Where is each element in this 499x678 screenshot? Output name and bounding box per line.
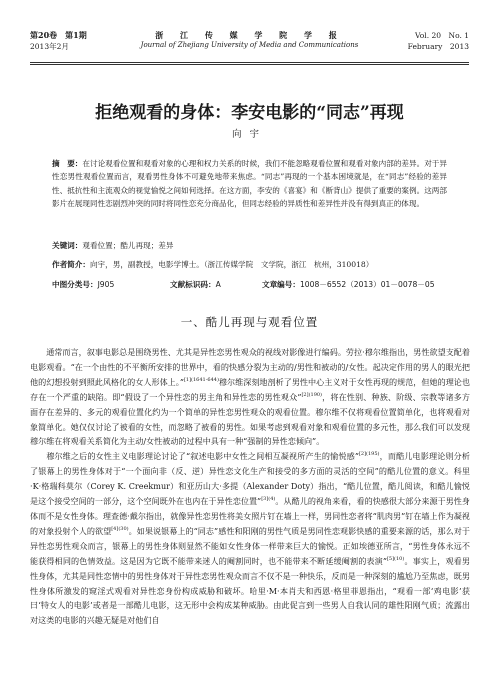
abstract-label: 摘 要： — [52, 159, 83, 168]
keywords — [52, 240, 447, 251]
abstract — [52, 157, 447, 211]
date-cn: 2013年2月 — [30, 42, 69, 51]
paper-author: 向宇 — [231, 129, 267, 140]
header-rule-thin — [30, 64, 469, 65]
paragraph: 穆尔维之后的女性主义电影理论讨论了“叙述电影中女性之间相互凝视所产生的愉悦感”$^{[2](195)}$，而酷儿电影理论则分析了银幕上的男性身体对于“一个面向非（反、逆）异性恋文化生产和接受的多方面的灵活的空间”的酷儿位置的意义。科里·K·格瑞科莫尔（Corey K. Creekmur）和亚历山大·多提（Alexander Doty）指出，“酷儿位置，酷儿阅读，和酷儿愉悦是这个接受空间的一部分，这个空间既外在也内在于异性恋位置”$^{[3](4)}$。从酷儿的视角来看，看的快感很大部分来源于男性身体而不是女性身体。理查德·戴尔指出，就像异性恋男性将美女照片钉在墙上一样，男同性恋者将“肌肉男”钉在墙上作为凝视的对象投射个人的欲望$^{[4](30)}$。如果说银幕上的“同志”感性和阳刚的男性气质是男同性恋观影快感的重要来源的话，那么对于异性恋男性观众而言，银幕上的男性身体则显然不能如女性身体一样带来巨大的愉悦。正如埃德亚所言，“男性身体永远不能获得相同的色情效益。这是因为它既不能带来迷人的阉割同时，也不能带来不断延缓阉割的表演”$^{[5](10)}$。事实上，观看男性身体，尤其是同性恋情中的男性身体对于异性恋男性观众而言不仅不是一种快乐，反而是一种深刻的尴尬乃至焦虑，既男性身体所激发的窥淫式观看对异性恋身份构成威胁和破坏。哈里·M·本肖夫和西恩·格里菲恩指出，“观看一部‘鸡电影’获曰‘特女人的电影’或者是一部酷儿电影，这无形中会构成某种威胁。由此促言到一些男人自我认同的雄性阳刚气质；流露出对这类的电影的兴趣无疑是对他们自 — [30, 451, 470, 626]
paragraph: 通常而言，叙事电影总是围绕男性、尤其是异性恋男性观众的视线对影像进行编码。劳拉·穆尔维指出，男性欲望支配着电影观看。“在一个由性的不平衡所安排的世界中，看的快感分裂为主动的/男性和被动的/女性。起决定作用的男人的眼光把他的幻想投射到照此风格化的女人形体上。”$^{[1](1641-644)}$穆尔维深刻地剖析了男性中心主义对于女性再现的规范，但她的理论也存在一个严重的缺陷。即“假设了一个异性恋的男主角和异性恋的男性观众”$^{[2](190)}$，将在性别、种族、阶级、宗教等诸多方面存在差异的、多元的观看位置化约为一个简单的异性恋男性观众的观看位置。穆尔维不仅将观看位置简单化，也将观看对象简单化。她仅仅讨论了被看的女性，而忽略了被看的男性。如果考虑到观看对象和观看位置的多元性，那么我们可以发现穆尔维在将观看关系简化为主动/女性被动的过程中具有一种“强制的异性恋倾向”。 — [30, 347, 470, 447]
volume-issue-en: Vol. 20 No. 1 — [415, 31, 469, 40]
section-heading: 一、酷儿再现与观看位置 — [180, 315, 319, 329]
citation: [4](30) — [111, 525, 129, 532]
keywords-label: 关键词： — [52, 241, 83, 250]
citation: [1](1641-644) — [183, 376, 219, 383]
journal-name-cn: 浙 江 传 媒 学 院 学 报 — [155, 30, 344, 40]
paper-title: 拒绝观看的身体：李安电影的“同志”再现 — [95, 103, 404, 123]
clc-number: 中图分类号：J905 — [52, 280, 115, 289]
document-code: 文献标识码：A — [170, 280, 221, 289]
abstract-text: 在讨论观看位置和观看对象的心理和权力关系的时候，我们不能忽略观看位置和观看对象内部的差异。对于异性恋男性观看位置而言，观看男性身体不可避免地带来焦虑。“同志”再现的一个基本困境就是，在“同志”经验的差异性、抵抗性和主流观众的视觉愉悦之间如何选择。在这方面，李安的《喜宴》和《断背山》提供了重要的案例。这两部影片在展现同性恋剧烈冲突的同时将同性恋充分商品化，但同志经验的异质性和差异性并没有得到真正的体现。 — [52, 159, 447, 209]
author-bio-text: 向宇，男，副教授，电影学博士。（浙江传媒学院 文学院，浙江 杭州，310018） — [89, 260, 374, 269]
body-text — [30, 345, 470, 628]
author-bio-label: 作者简介： — [52, 260, 90, 269]
citation: [3](4) — [261, 496, 276, 503]
citation: [2](190) — [301, 391, 323, 398]
author-bio — [52, 259, 447, 270]
citation: [5](10) — [386, 555, 405, 562]
keywords-text: 观看位置；酷儿再现；差异 — [82, 241, 174, 250]
date-en: February 2013 — [407, 42, 469, 51]
article-number: 文章编号：1008－6552（2013）01－0078－05 — [262, 280, 435, 289]
journal-name-en: Journal of Zhejiang University of Media and Communications — [140, 41, 359, 49]
header-rule — [30, 62, 469, 63]
volume-issue: 第20卷 第1期 — [30, 30, 87, 40]
citation: [2](195) — [358, 451, 380, 458]
